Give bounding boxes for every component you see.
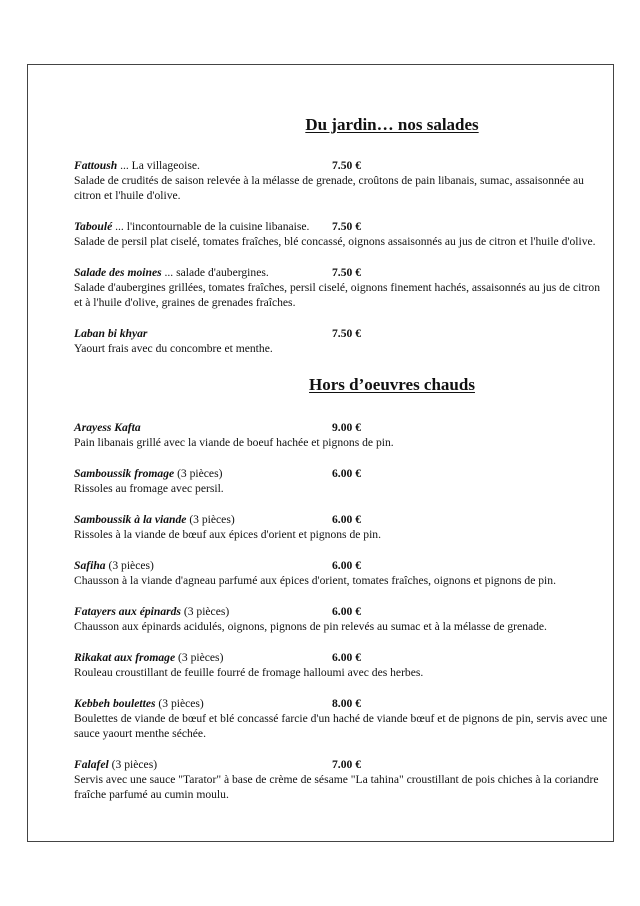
menu-content xyxy=(74,116,610,818)
menu-item-header xyxy=(74,326,610,341)
menu-item-header xyxy=(74,512,610,527)
menu-item xyxy=(74,696,610,741)
menu-item-header xyxy=(74,558,610,573)
item-note: ... La villageoise. xyxy=(117,159,200,172)
item-name: Kebbeh boulettes xyxy=(74,697,156,710)
item-price: 7.50 € xyxy=(332,220,361,233)
item-note: (3 pièces) xyxy=(108,758,158,771)
item-name: Samboussik fromage xyxy=(74,467,175,480)
menu-item-header xyxy=(74,158,610,173)
menu-item-header xyxy=(74,604,610,619)
menu-item xyxy=(74,265,610,310)
item-note: (3 pièces) xyxy=(105,559,154,572)
item-note: (3 pièces) xyxy=(175,651,224,664)
item-price: 6.00 € xyxy=(332,513,361,526)
menu-item xyxy=(74,512,610,542)
menu-item xyxy=(74,558,610,588)
item-description: Chausson à la viande d'agneau parfumé aux épices d'orient, tomates fraîches, oignons et pignons de pin. xyxy=(74,574,556,587)
menu-item xyxy=(74,158,610,203)
menu-item xyxy=(74,420,610,450)
item-description: Rouleau croustillant de feuille fourré de fromage halloumi avec des herbes. xyxy=(74,666,424,679)
item-price: 7.50 € xyxy=(332,266,361,279)
item-description: Pain libanais grillé avec la viande de boeuf hachée et pignons de pin. xyxy=(74,436,394,449)
menu-item-header xyxy=(74,650,610,665)
item-description: Rissoles à la viande de bœuf aux épices d'orient et pignons de pin. xyxy=(74,528,381,541)
item-price: 6.00 € xyxy=(332,605,361,618)
item-name: Arayess Kafta xyxy=(74,421,141,434)
menu-item-header xyxy=(74,265,610,280)
item-description: Salade de persil plat ciselé, tomates fraîches, blé concassé, oignons assaisonnés au jus de citron et l'huile d'olive. xyxy=(74,235,596,248)
item-note: (3 pièces) xyxy=(186,513,235,526)
item-note: ... l'incontournable de la cuisine libanaise. xyxy=(112,220,310,233)
item-price: 6.00 € xyxy=(332,651,361,664)
item-price: 9.00 € xyxy=(332,421,361,434)
item-description: Chausson aux épinards acidulés, oignons, pignons de pin relevés au sumac et à la mélasse de grenade. xyxy=(74,620,547,633)
item-price: 7.00 € xyxy=(332,758,361,771)
item-name: Salade des moines xyxy=(74,266,162,279)
menu-item xyxy=(74,219,610,249)
item-note: (3 pièces) xyxy=(180,605,230,618)
menu-item-header xyxy=(74,420,610,435)
item-price: 6.00 € xyxy=(332,559,361,572)
item-note: (3 pièces) xyxy=(155,697,204,710)
item-price: 7.50 € xyxy=(332,159,361,172)
menu-item xyxy=(74,326,610,356)
item-note: ... salade d'aubergines. xyxy=(161,266,269,279)
item-description: Yaourt frais avec du concombre et menthe. xyxy=(74,342,273,355)
section-title-hors-doeuvres: Hors d’oeuvres chauds xyxy=(309,375,475,394)
item-note: (3 pièces) xyxy=(174,467,223,480)
menu-item-header xyxy=(74,219,610,234)
item-name: Laban bi khyar xyxy=(74,327,148,340)
menu-item xyxy=(74,466,610,496)
menu-item xyxy=(74,650,610,680)
item-name: Fattoush xyxy=(74,159,118,172)
item-description: Salade de crudités de saison relevée à la mélasse de grenade, croûtons de pain libanais, sumac, assaisonnée au citron et l'huile d'olive. xyxy=(74,174,584,202)
item-price: 7.50 € xyxy=(332,327,361,340)
item-description: Boulettes de viande de bœuf et blé concassé farcie d'un haché de viande bœuf et de pignons de pin, servis avec une sauce yaourt menthe séchée. xyxy=(74,712,608,740)
menu-item-header xyxy=(74,757,610,772)
item-price: 8.00 € xyxy=(332,697,361,710)
item-description: Rissoles au fromage avec persil. xyxy=(74,482,224,495)
menu-item-header xyxy=(74,466,610,481)
item-name: Falafel xyxy=(74,758,109,771)
menu-item-header xyxy=(74,696,610,711)
item-description: Servis avec une sauce "Tarator" à base de crème de sésame "La tahina" croustillant de pois chiches à la coriandre fraîche parfumé au cumin moulu. xyxy=(74,773,599,801)
menu-item xyxy=(74,604,610,634)
item-price: 6.00 € xyxy=(332,467,361,480)
item-description: Salade d'aubergines grillées, tomates fraîches, persil ciselé, oignons finement hachés, assaisonnés au jus de citron et à l'huile d'olive, graines de grenades fraîches. xyxy=(74,281,601,309)
menu-item xyxy=(74,757,610,802)
section-title-salades: Du jardin… nos salades xyxy=(305,115,479,134)
item-name: Fatayers aux épinards xyxy=(74,605,181,618)
item-name: Taboulé xyxy=(74,220,113,233)
item-name: Safiha xyxy=(74,559,106,572)
item-name: Rikakat aux fromage xyxy=(74,651,176,664)
item-name: Samboussik à la viande xyxy=(74,513,187,526)
